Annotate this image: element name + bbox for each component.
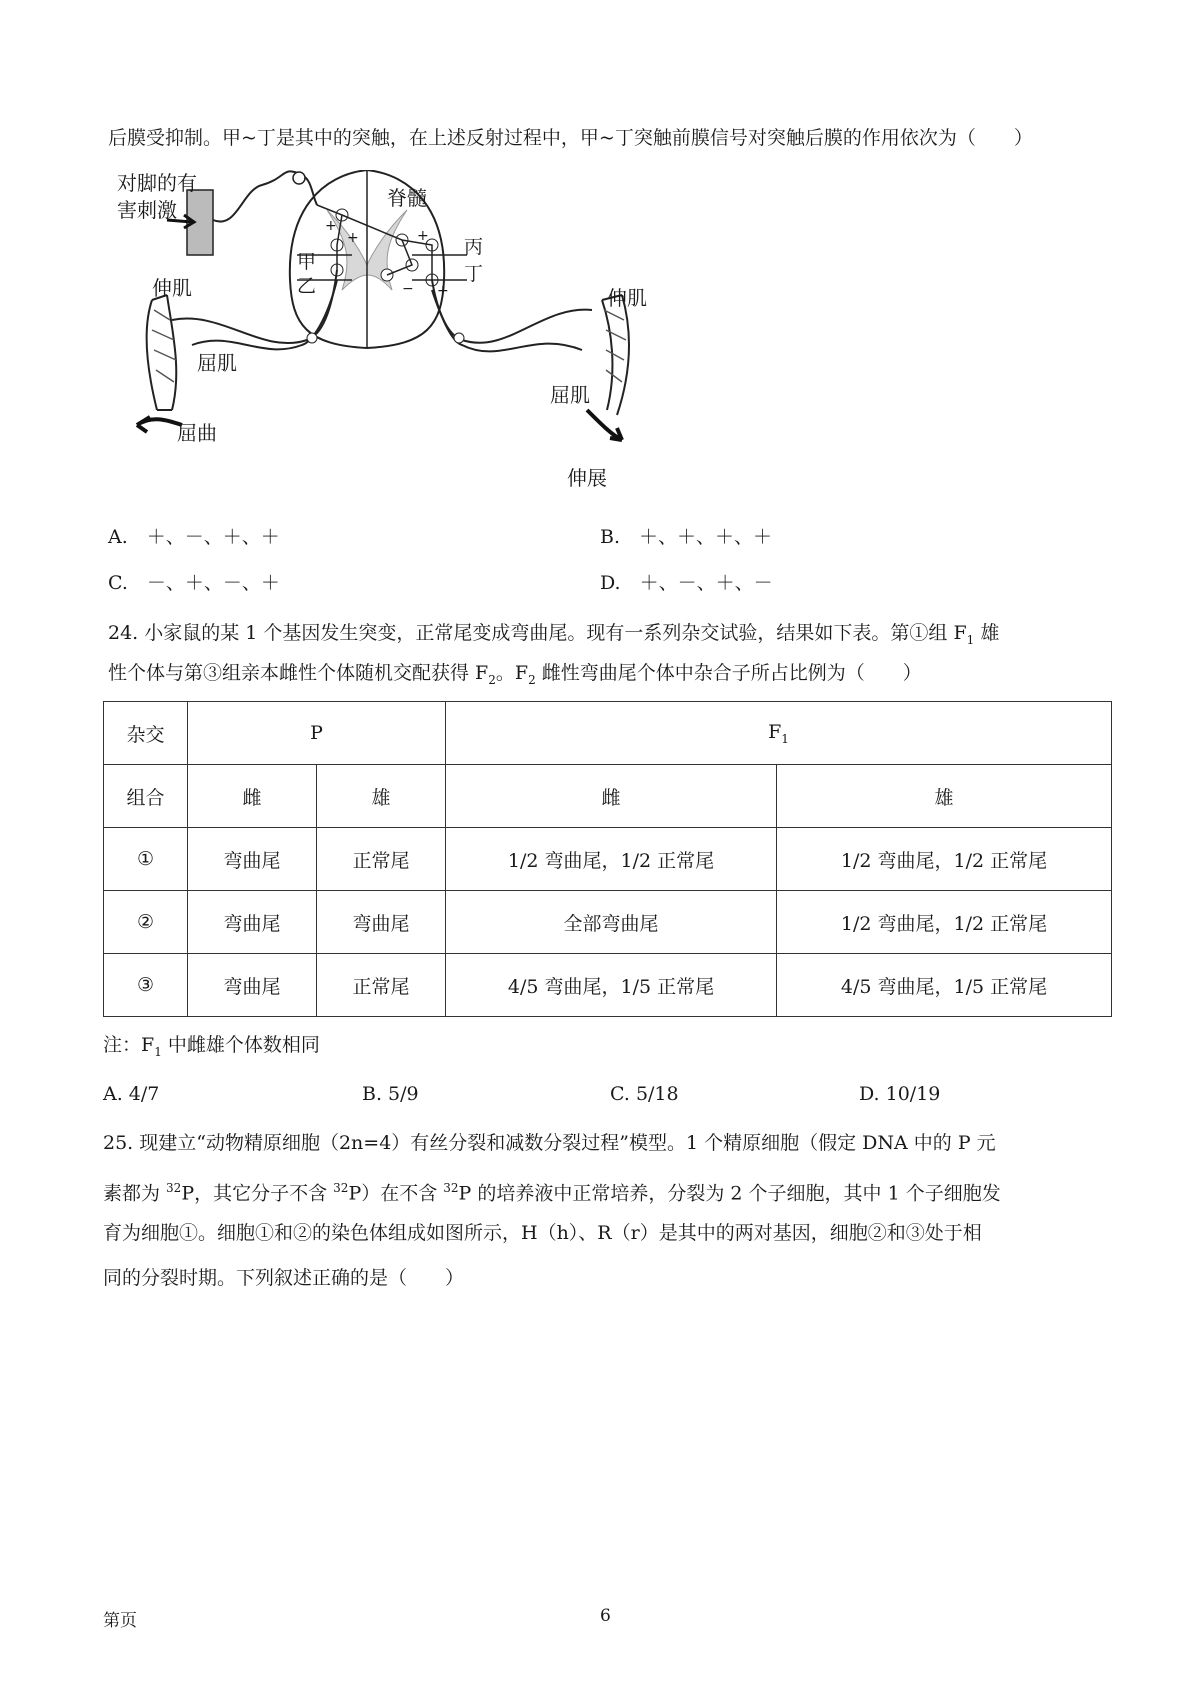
header-cross: 杂交 bbox=[104, 702, 188, 765]
efferent-nerve-right-2 bbox=[432, 290, 582, 351]
extensor-right-label: 伸肌 bbox=[607, 286, 647, 310]
q25-text-line-3: 育为细胞①。细胞①和②的染色体组成如图所示，H（h）、R（r）是其中的两对基因，细胞②和③处于相 bbox=[103, 1222, 982, 1244]
table-row: ③ 弯曲尾 正常尾 4/5 弯曲尾，1/5 正常尾 4/5 弯曲尾，1/5 正常尾 bbox=[104, 954, 1112, 1017]
stimulus-label-1: 对脚的有 bbox=[117, 171, 197, 195]
reflex-arc-figure bbox=[112, 170, 722, 500]
header-p-male: 雄 bbox=[317, 765, 446, 828]
header-p-female: 雌 bbox=[188, 765, 317, 828]
svg-text:−: − bbox=[402, 281, 414, 297]
extensor-left-label: 伸肌 bbox=[152, 276, 192, 300]
table-row: ① 弯曲尾 正常尾 1/2 弯曲尾，1/2 正常尾 1/2 弯曲尾，1/2 正常尾 bbox=[104, 828, 1112, 891]
svg-text:+: + bbox=[437, 283, 449, 299]
header-f1: $F_1$ bbox=[446, 702, 1112, 765]
svg-text:+: + bbox=[417, 228, 429, 244]
reflex-arc-diagram bbox=[112, 170, 722, 500]
svg-text:+: + bbox=[325, 218, 337, 234]
q23-option-a[interactable]: A. ＋、－、＋、＋ bbox=[108, 526, 280, 548]
svg-text:+: + bbox=[347, 230, 359, 246]
q23-text-line: 后膜受抑制。甲~丁是其中的突触，在上述反射过程中，甲~丁突触前膜信号对突触后膜的作用依次为（ ） bbox=[108, 127, 1033, 149]
header-p: P bbox=[188, 702, 446, 765]
cross-results-table bbox=[103, 701, 1112, 1017]
table-header-row-1 bbox=[104, 702, 1112, 765]
flexor-right-label: 屈肌 bbox=[550, 383, 590, 407]
q25-text-line-2: 素都为 $^{32}$P，其它分子不含 $^{32}$P）在不含 $^{32}$P 的培养液中正常培养，分裂为 2 个子细胞，其中 1 个子细胞发 bbox=[103, 1181, 1001, 1205]
q23-option-d[interactable]: D. ＋、－、＋、－ bbox=[600, 572, 773, 594]
flexion-label: 屈曲 bbox=[177, 421, 217, 445]
label-bing: 丙 bbox=[464, 236, 484, 258]
q23-option-b[interactable]: B. ＋、＋、＋、＋ bbox=[600, 526, 773, 548]
table-row: ② 弯曲尾 弯曲尾 全部弯曲尾 1/2 弯曲尾，1/2 正常尾 bbox=[104, 891, 1112, 954]
header-f1-female: 雌 bbox=[446, 765, 777, 828]
extension-label: 伸展 bbox=[567, 466, 607, 490]
q24-text-line-1: 24. 小家鼠的某 1 个基因发生突变，正常尾变成弯曲尾。现有一系列杂交试验，结果如下表。第①组 $F_1$ 雄 bbox=[108, 622, 1000, 647]
page-number: 6 bbox=[600, 1606, 611, 1626]
header-f1-male: 雄 bbox=[777, 765, 1112, 828]
spinal-cord-label: 脊髓 bbox=[387, 186, 427, 210]
q24-text-line-2: 性个体与第③组亲本雌性个体随机交配获得 $F_2$。$F_2$ 雌性弯曲尾个体中杂合子所占比例为（ ） bbox=[108, 662, 922, 687]
ganglion bbox=[293, 172, 305, 184]
label-yi: 乙 bbox=[297, 275, 317, 297]
label-jia: 甲 bbox=[297, 251, 317, 273]
q24-option-a[interactable]: A. 4/7 bbox=[103, 1083, 160, 1105]
q24-option-c[interactable]: C. 5/18 bbox=[610, 1083, 679, 1105]
q24-option-b[interactable]: B. 5/9 bbox=[362, 1083, 419, 1105]
flexion-arrow-icon bbox=[137, 417, 182, 432]
q24-note: 注：$F_1$ 中雌雄个体数相同 bbox=[103, 1034, 320, 1059]
stimulus-label-2: 害刺激 bbox=[117, 198, 177, 222]
header-group: 组合 bbox=[104, 765, 188, 828]
q23-option-c[interactable]: C. －、＋、－、＋ bbox=[108, 572, 280, 594]
table-header-row-2 bbox=[104, 765, 1112, 828]
label-ding: 丁 bbox=[464, 263, 484, 285]
footer-left: 第页 bbox=[103, 1611, 137, 1631]
q25-text-line-1: 25. 现建立“动物精原细胞（2n=4）有丝分裂和减数分裂过程”模型。1 个精原细胞（假定 DNA 中的 P 元 bbox=[103, 1132, 996, 1154]
left-leg-muscles bbox=[147, 295, 177, 410]
q24-option-d[interactable]: D. 10/19 bbox=[859, 1083, 941, 1105]
flexor-left-label: 屈肌 bbox=[197, 351, 237, 375]
q25-text-line-4: 同的分裂时期。下列叙述正确的是（ ） bbox=[103, 1267, 465, 1289]
